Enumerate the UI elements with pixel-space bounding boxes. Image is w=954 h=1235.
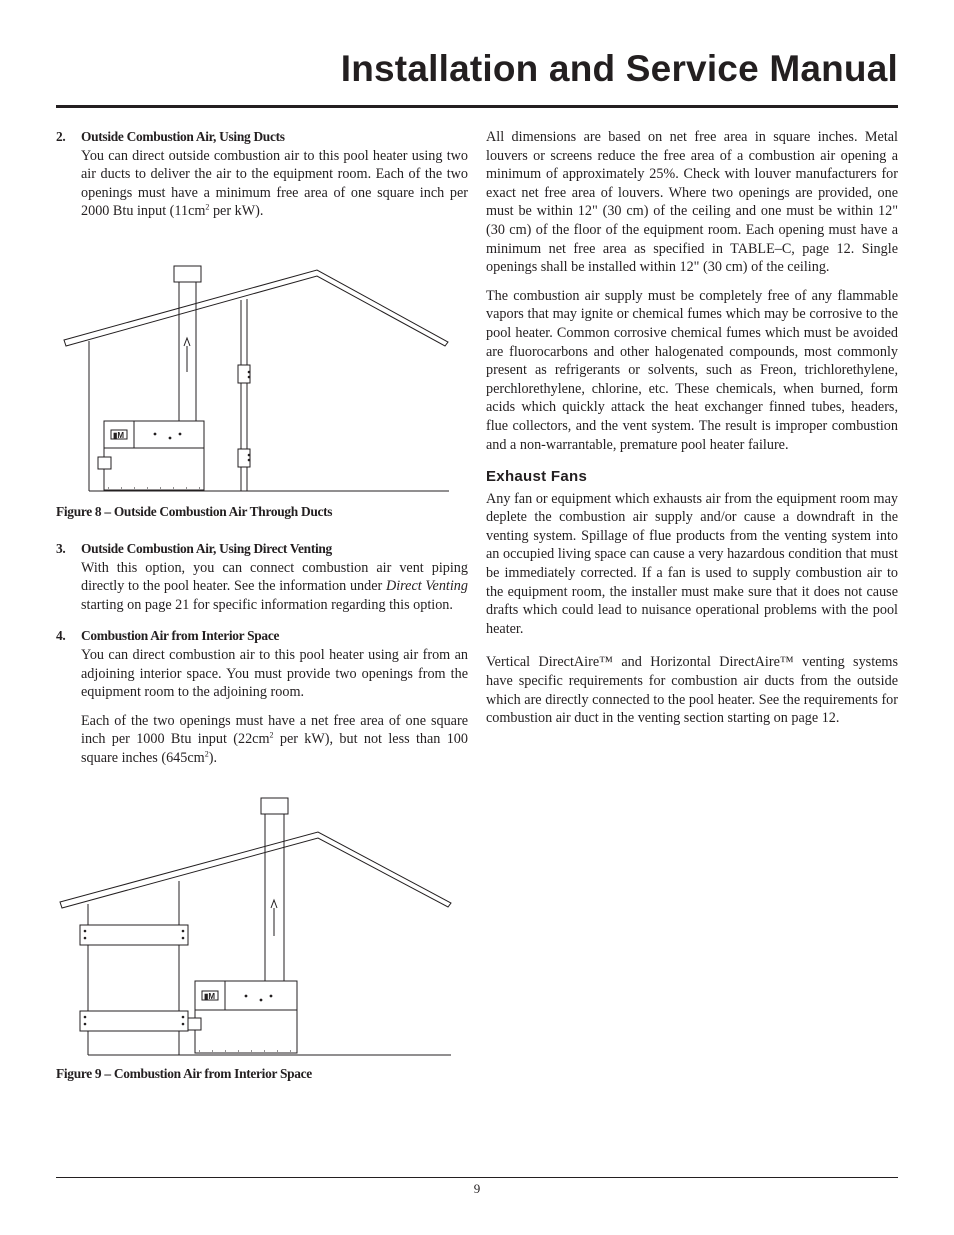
item-heading: Outside Combustion Air, Using Ducts: [81, 129, 285, 144]
svg-text:▮M: ▮M: [113, 431, 125, 440]
item-4: [56, 627, 468, 767]
item-heading: Combustion Air from Interior Space: [81, 628, 280, 644]
item-number: 2.: [56, 129, 66, 144]
pool-heater: [98, 421, 204, 490]
paragraph: Vertical DirectAire™ and Horizontal DirectAire™ venting systems have specific requirements for combustion air ducts from the outside which are directly connected to the pool heater. See the requirements for combustion air duct in the venting section starting on page 12.: [486, 654, 898, 727]
footer-rule: [56, 1177, 898, 1178]
item-paragraph: You can direct outside combustion air to this pool heater using two air ducts to deliver the air to the equipment room. Each of the two openings must have a minimum free area of one square inch per 2000 Btu input ($11cm^2$ per kW).: [81, 147, 468, 220]
pool-heater: [188, 981, 297, 1053]
paragraph: All dimensions are based on net free area in square inches. Metal louvers or screens reduce the free area of a combustion air opening a minimum of approximately 25%. Check with louver manufacturers for exact net free area of louvers. Where two openings are provided, one must be within 12" (30 cm) of the ceiling and one must be within 12" (30 cm) of the floor of the equipment room. Each opening must have a minimum net free area as specified in TABLE–C, page 12. Single openings shall be installed within 12" (30 cm) of the ceiling.: [486, 129, 898, 276]
roof: [64, 270, 448, 346]
item-heading: Outside Combustion Air, Using Direct Venting: [81, 541, 332, 556]
figure-9-caption: Figure 9 – Combustion Air from Interior Space: [56, 1066, 312, 1081]
right-column: [486, 128, 898, 728]
page-number: 9: [473, 1181, 481, 1196]
paragraph: The combustion air supply must be completely free of any flammable vapors that may ignite or chemical fumes which may be corrosive to the pool heater. Common corrosive chemical fumes which must be avoided are fluorocarbons and other halogenated compounds, most commonly present as refrigerants or solvents, such as Freon, trichlorethylene, perchlorethylene, chlorine, etc. These chemicals, when burned, form acids which quickly attack the heat exchanger finned tubes, headers, flue collectors, and the vent system. The result is improper combustion and a non-warrantable, premature pool heater failure.: [486, 287, 898, 453]
item-number: 4.: [56, 628, 66, 644]
figure-9-diagram: [58, 796, 454, 1058]
lower-opening: [80, 1011, 188, 1031]
left-column-middle: [56, 540, 468, 768]
svg-text:▮M: ▮M: [204, 992, 216, 1001]
figure-8-caption: Figure 8 – Outside Combustion Air Through Ducts: [56, 504, 333, 519]
left-column-top: [56, 128, 468, 221]
figure-8-diagram: [60, 262, 452, 494]
header-rule: [56, 105, 898, 108]
vent-cap: [261, 798, 288, 814]
roof: [60, 832, 451, 908]
paragraph: Any fan or equipment which exhausts air from the equipment room may deplete the combustion air supply and/or cause a downdraft in the venting system. Spillage of flue products from the venting system into an occupied living space can cause a very hazardous condition that must be immediately corrected. If a fan is used to supply combustion air to the equipment room, the installer must make sure that it does not cause drafts which could lead to nuisance operational problems with the pool heater.: [486, 490, 898, 637]
item-3: [56, 540, 468, 614]
item-paragraph: Each of the two openings must have a net free area of one square inch per 1000 Btu input ($22cm^2$ per kW), but not less than 100 square inches $(645cm^2)$.: [81, 712, 468, 766]
section-heading-exhaust-fans: Exhaust Fans: [486, 468, 588, 486]
upper-opening: [80, 925, 188, 945]
item-number: 3.: [56, 541, 66, 556]
item-paragraph: With this option, you can connect combustion air vent piping directly to the pool heater. See the information under Direct Venting starting on page 21 for specific information regarding this option.: [81, 559, 468, 613]
item-paragraph: You can direct combustion air to this pool heater using air from an adjoining interior space. You must provide two openings from the equipment room to the adjoining room.: [81, 646, 468, 701]
page-title: Installation and Service Manual: [340, 48, 898, 89]
vent-cap: [174, 266, 201, 282]
item-2: [56, 128, 468, 221]
